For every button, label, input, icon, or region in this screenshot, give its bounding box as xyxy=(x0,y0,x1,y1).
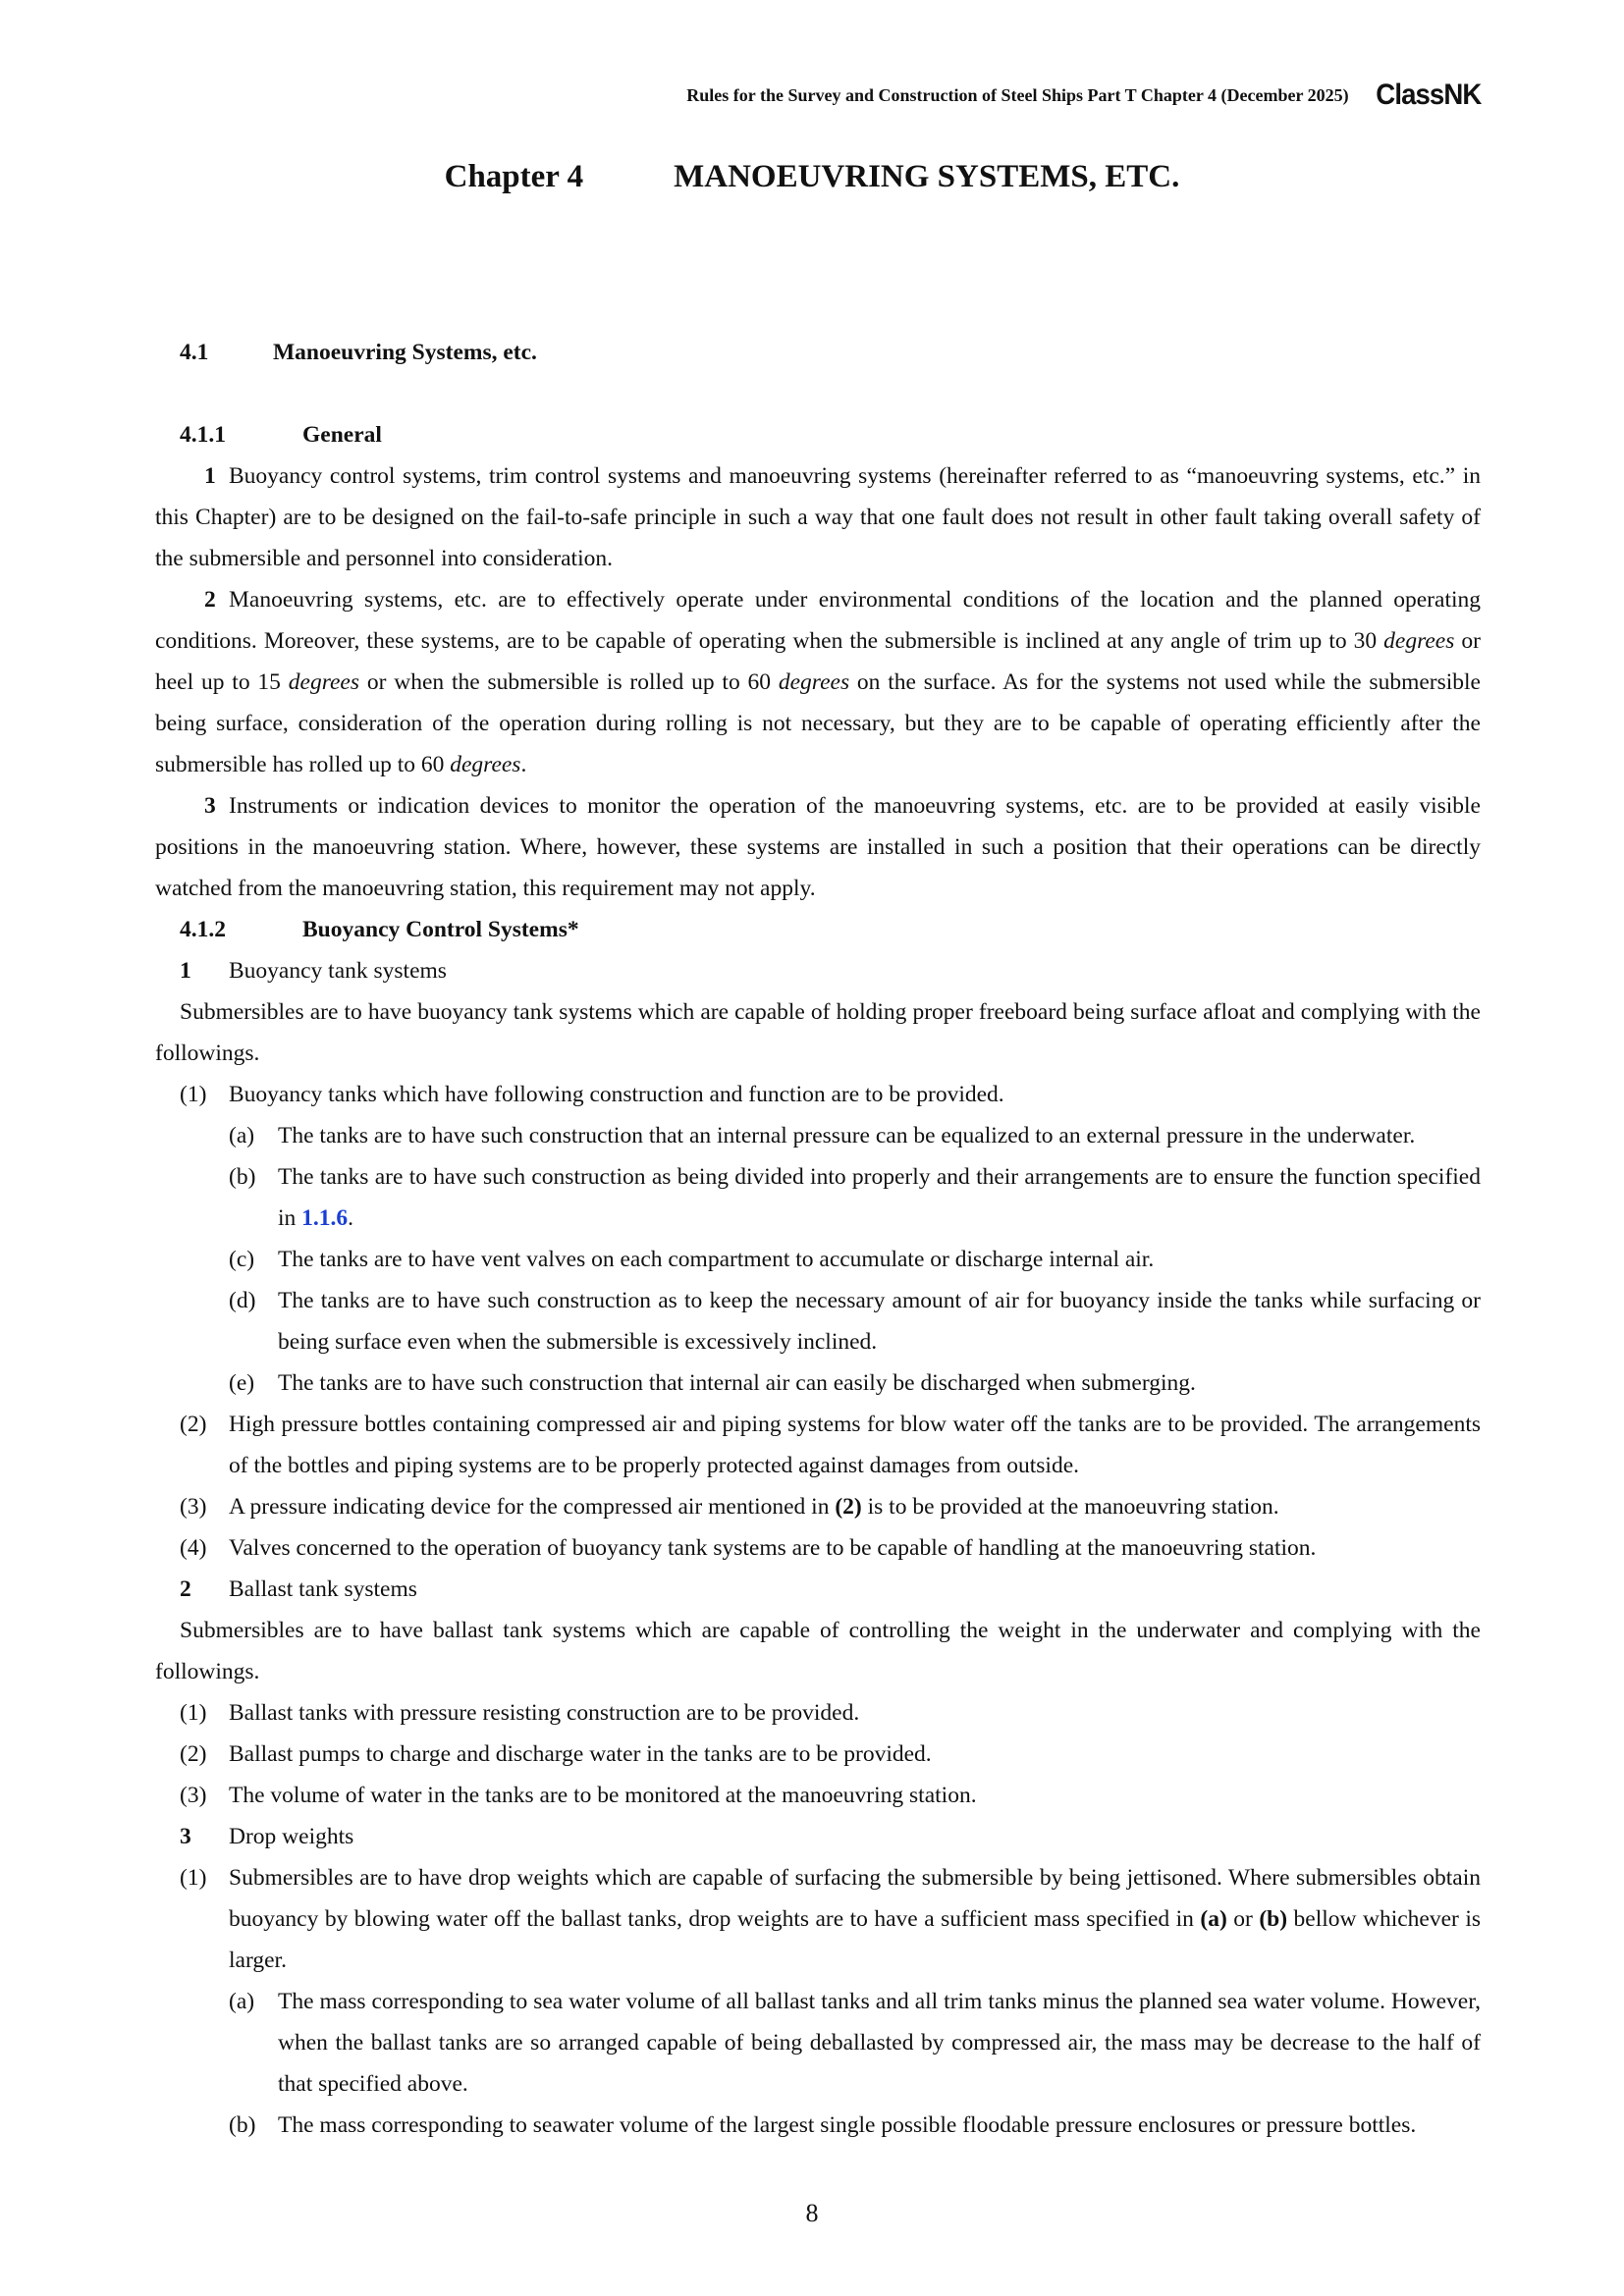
list-item: (a) The tanks are to have such construction that an internal pressure can be equalized to an external pressure in the underwater. xyxy=(229,1123,1416,1148)
list-item: (2) High pressure bottles containing compressed air and piping systems for blow water off the tanks are to be provided. The arrangements of the bottles and piping systems are to be properly protected against damages from outside. xyxy=(180,1412,1481,1478)
list-item: (c) The tanks are to have vent valves on each compartment to accumulate or discharge internal air. xyxy=(229,1247,1155,1272)
paragraph-4-1-1-1: 1 Buoyancy control systems, trim control systems and manoeuvring systems (hereinafter referred to as “manoeuvring systems, etc.” in this Chapter) are to be designed on the fail-to-safe principle in such a way that one fault does not result in other fault taking overall safety of the submersible and personnel into consideration. xyxy=(155,463,1481,571)
subsection-drop-weights: 3 Drop weights xyxy=(180,1824,354,1849)
list-item: (3) The volume of water in the tanks are to be monitored at the manoeuvring station. xyxy=(180,1783,977,1808)
section-heading-4-1-1: 4.1.1 General xyxy=(180,422,382,448)
cross-reference-link[interactable]: 1.1.6 xyxy=(301,1205,349,1231)
intro-buoyancy-tank-systems: Submersibles are to have buoyancy tank systems which are capable of holding proper freeboard being surface afloat and complying with the followings. xyxy=(155,999,1481,1066)
page-header xyxy=(686,79,1481,112)
list-item: (1) Submersibles are to have drop weights which are capable of surfacing the submersible by being jettisoned. Where submersibles obtain buoyancy by blowing water off the ballast tanks, drop weights are to have a sufficient mass specified in (a) or (b) bellow whichever is larger. xyxy=(180,1865,1481,1973)
list-item: (d) The tanks are to have such construction as to keep the necessary amount of air for buoyancy inside the tanks while surfacing or being surface even when the submersible is excessively inclined. xyxy=(229,1288,1481,1355)
list-item: (b) The mass corresponding to seawater volume of the largest single possible floodable pressure enclosures or pressure bottles. xyxy=(229,2112,1417,2138)
paragraph-4-1-1-2: 2 Manoeuvring systems, etc. are to effectively operate under environmental conditions of the location and the planned operating conditions. Moreover, these systems, are to be capable of operating when the submersible is inclined at any angle of trim up to 30 degrees or heel up to 15 degrees or when the submersible is rolled up to 60 degrees on the surface. As for the systems not used while the submersible being surface, consideration of the operation during rolling is not necessary, but they are to be capable of operating efficiently after the submersible has rolled up to 60 degrees. xyxy=(155,587,1481,777)
list-item: (a) The mass corresponding to sea water volume of all ballast tanks and all trim tanks minus the planned sea water volume. However, when the ballast tanks are so arranged capable of being deballasted by compressed air, the mass may be decrease to the half of that specified above. xyxy=(229,1989,1481,2097)
section-heading-4-1: 4.1 Manoeuvring Systems, etc. xyxy=(180,340,537,365)
classnk-logo: ClassNK xyxy=(1375,79,1481,111)
page-number: 8 xyxy=(805,2199,819,2227)
document-body xyxy=(155,332,1481,2146)
list-item: (3) A pressure indicating device for the compressed air mentioned in (2) is to be provided at the manoeuvring station. xyxy=(180,1494,1279,1520)
paragraph-4-1-1-3: 3 Instruments or indication devices to monitor the operation of the manoeuvring systems, etc. are to be provided at easily visible positions in the manoeuvring station. Where, however, these systems are installed in such a position that their operations can be directly watched from the manoeuvring station, this requirement may not apply. xyxy=(155,793,1481,901)
section-heading-4-1-2: 4.1.2 Buoyancy Control Systems* xyxy=(180,917,579,942)
running-title: Rules for the Survey and Construction of Steel Ships Part T Chapter 4 (December 2025) xyxy=(686,84,1349,105)
subsection-buoyancy-tank-systems: 1 Buoyancy tank systems xyxy=(180,958,447,984)
list-item: (1) Buoyancy tanks which have following construction and function are to be provided. xyxy=(180,1082,1004,1107)
chapter-title: MANOEUVRING SYSTEMS, ETC. xyxy=(674,159,1180,194)
chapter-number: Chapter 4 xyxy=(444,159,584,194)
list-item: (b) The tanks are to have such construction as being divided into properly and their arrangements are to ensure the function specified in 1.1.6. xyxy=(229,1164,1481,1231)
list-item: (1) Ballast tanks with pressure resisting construction are to be provided. xyxy=(180,1700,860,1726)
list-item: (4) Valves concerned to the operation of buoyancy tank systems are to be capable of handling at the manoeuvring station. xyxy=(180,1535,1317,1561)
chapter-heading xyxy=(0,159,1624,195)
list-item: (e) The tanks are to have such construction that internal air can easily be discharged when submerging. xyxy=(229,1370,1196,1396)
list-item: (2) Ballast pumps to charge and discharge water in the tanks are to be provided. xyxy=(180,1741,932,1767)
subsection-ballast-tank-systems: 2 Ballast tank systems xyxy=(180,1576,417,1602)
intro-ballast-tank-systems: Submersibles are to have ballast tank systems which are capable of controlling the weight in the underwater and complying with the followings. xyxy=(155,1618,1481,1684)
